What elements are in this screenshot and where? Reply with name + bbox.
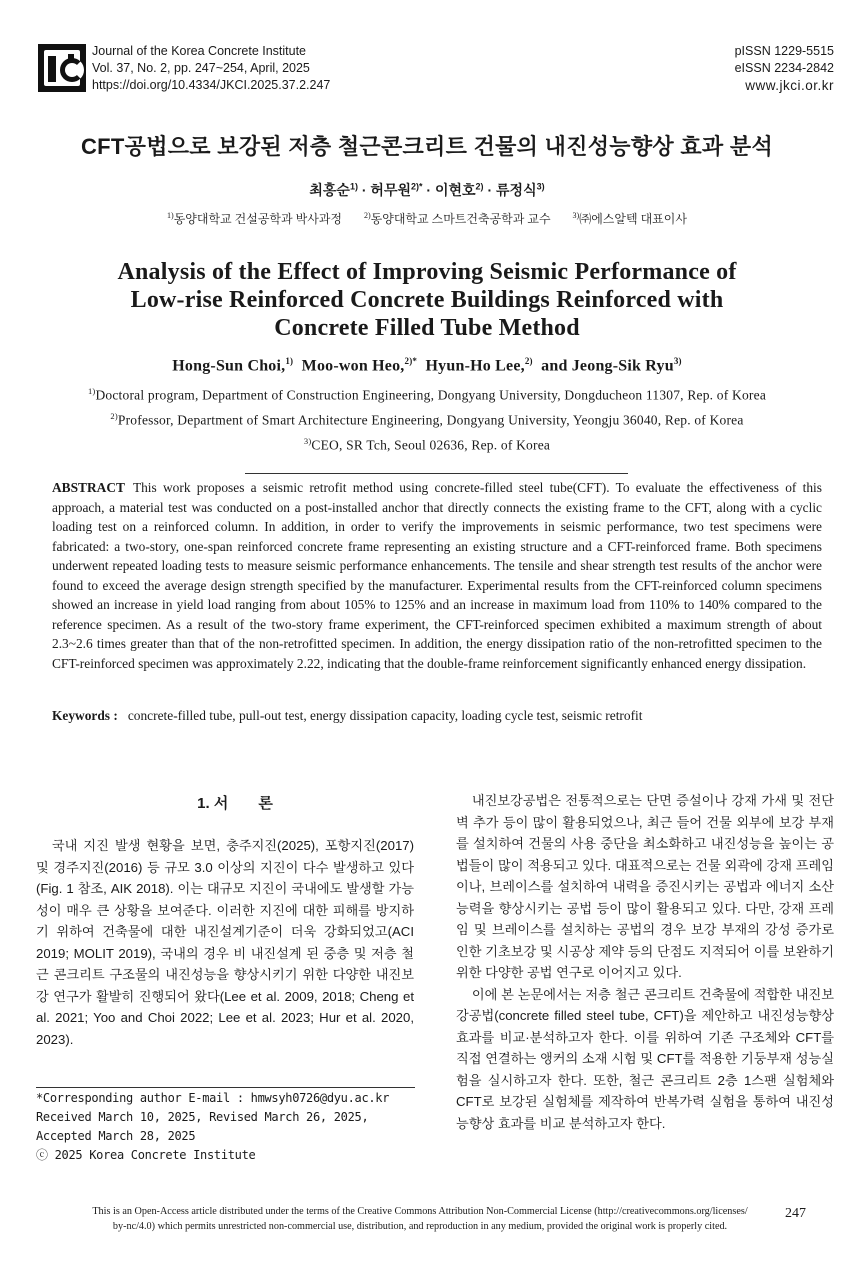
page-number: 247 bbox=[785, 1206, 806, 1221]
journal-info bbox=[92, 43, 330, 94]
paragraph: 이에 본 논문에서는 저층 철근 콘크리트 건축물에 적합한 내진보강공법(concrete filled steel tube, CFT)을 제안하고 내진성능향상 효과를 비교·분석하고자 한다. 이를 위하여 기존 구조체와 CFT를 직접 연결하는 앵커의 소재 시험 및 CFT를 적용한 기둥부재 성능실험을 실시하고자 한다. 또한, 철근 콘크리트 2층 1스팬 실험체와 CFT로 보강된 실험체를 제작하여 반복가력 실험을 통하여 내진성능향상 효과를 비교 분석하고자 한다. bbox=[456, 986, 834, 1131]
corresponding-author: *Corresponding author E-mail : hmwsyh0726@dyu.ac.kr bbox=[36, 1091, 390, 1105]
paragraph: 내진보강공법은 전통적으로는 단면 증설이나 강재 가새 및 전단벽 추가 등이 많이 활용되었으나, 최근 들어 건물 외부에 보강 부재를 설치하여 건물의 사용 중단을 최소화하고 내진성능을 높이는 공법들이 많이 적용되고 있다. 대표적으로는 건물 외곽에 강재 프레임이나, 브레이스를 설치하여 내력을 증진시키는 공법과 에너지 소산 능력을 향상시키는 공법 등이 많이 활용되고 있다. 다만, 강재 프레임 및 브레이스를 설치하는 공법의 경우 보강 부재의 강성 증가로 인한 기초보강 및 시공상 제약 등의 단점도 지적되어 이를 보완하기 위한 다양한 공법 연구로 이어지고 있다. bbox=[456, 793, 834, 980]
divider bbox=[245, 473, 628, 474]
keywords bbox=[52, 708, 822, 724]
volume-info: Vol. 37, No. 2, pp. 247~254, April, 2025 bbox=[92, 61, 310, 75]
affiliation: ㈜에스알텍 대표이사 bbox=[579, 212, 687, 226]
license-notice: This is an Open-Access article distributed under the terms of the Creative Commons Attribution Non-Commercial License (http://creativecommons.org/licenses/ by-nc/4.0) which permits unrestricted non-commercial use, distribution, and reproduction in any medium, provided the original work is properly cited. bbox=[92, 1206, 748, 1232]
abstract-text: This work proposes a seismic retrofit method using concrete-filled steel tube(CFT). To evaluate the effectiveness of this approach, a material test was conducted on a post-installed anchor that directly connects the existing frame to the CFT, along with a cyclic loading test on a reinforced column. In addition, in order to verify the improvements in seismic performance, two test specimens were fabricated: a two-story, one-span reinforced concrete frame representing an existing structure and a CFT-reinforced frame. Both specimens underwent repeated loading tests to measure seismic performance enhancements. The tensile and shear strength test results of the anchor were found to exceed the average design strength specified by the manufacturer. Experimental results from the CFT-reinforced column specimens showed an increase in yield load ranging from about 105% to 125% and an increase in maximum load from 110% to 140% compared to the reference specimen. As a result of the two-story frame experiment, the CFT-reinforced specimen exhibited a maximum strength of about 2.3~2.6 times greater than that of the non-retrofitted specimen. In addition, the energy dissipation ratio of the non-retrofitted specimen to the CFT-reinforced specimen was approximately 2.22, indicating that the double-frame reinforcement significantly enhanced energy dissipation. bbox=[52, 480, 822, 671]
received-date: Received March 10, 2025, Revised March 26, 2025, bbox=[36, 1110, 369, 1124]
accepted-date: Accepted March 28, 2025 bbox=[36, 1129, 196, 1143]
affiliation: $^{2)}$Professor, Department of Smart Architecture Engineering, Dongyang University, Yeongju 36040, Rep. of Korea bbox=[110, 411, 744, 428]
author-name: 이현호 bbox=[434, 182, 476, 198]
right-column bbox=[456, 790, 834, 1134]
footnote bbox=[36, 1089, 416, 1165]
keywords-text: concrete-filled tube, pull-out test, energy dissipation capacity, loading cycle test, seismic retrofit bbox=[127, 708, 643, 723]
pissn: pISSN 1229-5515 bbox=[734, 44, 834, 58]
english-authors: Hong-Sun Choi,$^{1)}$ Moo-won Heo,$^{2)*}$ Hyun-Ho Lee,$^{2)}$ and Jeong-Sik Ryu$^{3)}$ bbox=[172, 356, 682, 375]
eissn: eISSN 2234-2842 bbox=[734, 61, 834, 75]
footnote-divider bbox=[36, 1087, 415, 1088]
author-name: 류정식 bbox=[496, 182, 537, 198]
author-name: 허무원 bbox=[370, 182, 411, 198]
affiliation: 동양대학교 건설공학과 박사과정 bbox=[173, 212, 342, 226]
paragraph: 국내 지진 발생 현황을 보면, 충주지진(2025), 포항지진(2017) 및 경주지진(2016) 등 규모 3.0 이상의 지진이 다수 발생하고 있다(Fig. 1 참조, AIK 2018). 이는 대규모 지진이 국내에도 발생할 가능성이 매우 큰 상황을 보여준다. 이러한 지진에 대한 피해를 방지하기 위하여 건축물에 대한 내진설계기준이 더욱 강화되었고(ACI 2019; MOLIT 2019), 국내의 경우 비 내진설계 된 중층 및 저층 철근 콘크리트 구조물의 내진성능을 향상시키기 위한 다양한 내진보강 연구가 활발히 진행되어 왔다(Lee et al. 2009, 2018; Cheng et al. 2021; Yoo and Choi 2022; Lee et al. 2023; Hur et al. 2020, 2023). bbox=[36, 838, 414, 1047]
website-link[interactable]: www.jkci.or.kr bbox=[745, 78, 834, 93]
journal-name: Journal of the Korea Concrete Institute bbox=[92, 44, 307, 58]
journal-logo bbox=[38, 44, 86, 92]
section-title: 1. 서 론 bbox=[197, 795, 273, 812]
korean-affiliations: $^{1)}$동양대학교 건설공학과 박사과정 $^{2)}$동양대학교 스마트건축공학과 교수 $^{3)}$㈜에스알텍 대표이사 bbox=[167, 211, 687, 226]
korean-title: CFT공법으로 보강된 저층 철근콘크리트 건물의 내진성능향상 효과 분석 bbox=[80, 134, 773, 159]
abstract-label: ABSTRACT bbox=[52, 480, 125, 495]
doi-link[interactable]: https://doi.org/10.4334/JKCI.2025.37.2.247 bbox=[92, 78, 331, 92]
affiliation: $^{1)}$Doctoral program, Department of Construction Engineering, Dongyang University, Dongducheon 11307, Rep. of Korea bbox=[87, 386, 767, 403]
copyright: ⓒ 2025 Korea Concrete Institute bbox=[36, 1148, 256, 1162]
issn-info bbox=[735, 43, 834, 94]
left-column bbox=[36, 835, 414, 1050]
english-title: Analysis of the Effect of Improving Seismic Performance of Low-rise Reinforced Concrete Buildings Reinforced with Concrete Filled Tube Method bbox=[117, 259, 737, 341]
affiliation: 동양대학교 스마트건축공학과 교수 bbox=[370, 212, 551, 226]
korean-authors: 최홍순$^{1)}$ · 허무원$^{2)*}$ · 이현호$^{2)}$ · 류정식$^{3)}$ bbox=[309, 181, 545, 198]
affiliation: $^{3)}$CEO, SR Tch, Seoul 02636, Rep. of Korea bbox=[303, 436, 551, 453]
keywords-label: Keywords : bbox=[52, 708, 118, 723]
author-name: 최홍순 bbox=[309, 182, 350, 198]
abstract bbox=[52, 478, 822, 673]
english-affiliations bbox=[0, 381, 854, 456]
